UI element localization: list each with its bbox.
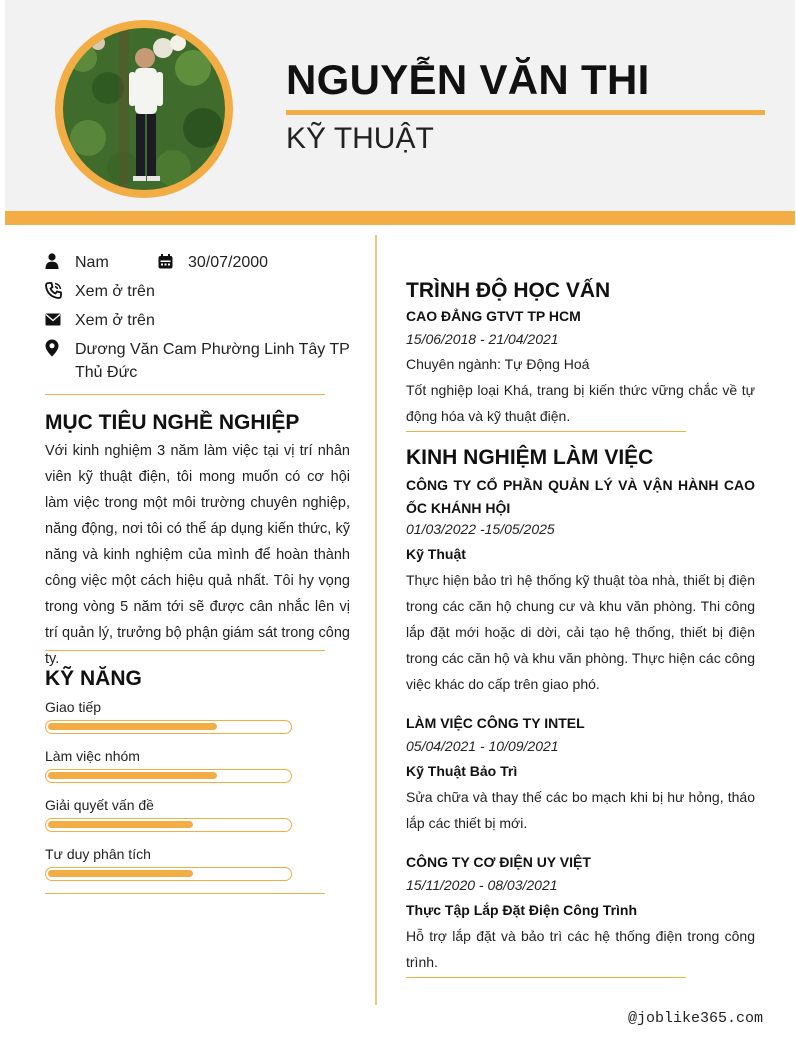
birthdate-value: 30/07/2000 xyxy=(188,254,269,271)
job-company: LÀM VIỆC CÔNG TY INTEL xyxy=(406,715,585,731)
email-row xyxy=(45,309,155,332)
education-school: CAO ĐẲNG GTVT TP HCM xyxy=(406,308,581,324)
skill-label: Giải quyết vấn đề xyxy=(45,797,154,813)
objective-title: MỤC TIÊU NGHỀ NGHIỆP xyxy=(45,411,300,434)
birthdate-row xyxy=(158,251,268,274)
header-accent-band xyxy=(5,211,795,225)
skill-bar-fill xyxy=(48,821,193,828)
education-description: Tốt nghiệp loại Khá, trang bị kiến thức vững chắc về tự động hóa và kỹ thuật điện. xyxy=(406,382,755,424)
job-dates: 15/11/2020 - 08/03/2021 xyxy=(406,877,558,893)
column-divider xyxy=(375,235,377,1005)
skill-bar-fill xyxy=(48,723,217,730)
job-position: Thực Tập Lắp Đặt Điện Công Trình xyxy=(406,902,638,918)
phone-value: Xem ở trên xyxy=(75,283,155,300)
divider-skills xyxy=(45,893,325,894)
job-description: Thực hiện bảo trì hệ thống kỹ thuật tòa nhà, thiết bị điện trong các căn hộ chung cư và khu văn phòng. Thi công lắp đặt mới hoặc di dời, cải tạo hệ thống, thiết bị điện trong các căn hộ và khu văn phòng. Thực hiện các công việc khác do cấp trên giao phó. xyxy=(406,572,755,692)
divider-education xyxy=(406,431,686,432)
divider-contact xyxy=(45,394,325,395)
skill-bar xyxy=(45,818,292,832)
job-company: CÔNG TY CỔ PHẦN QUẢN LÝ VÀ VẬN HÀNH CAO ỐC KHÁNH HỘI xyxy=(406,477,755,516)
phone-icon xyxy=(45,280,75,300)
divider-experience xyxy=(406,977,686,978)
skill-label: Làm việc nhóm xyxy=(45,748,140,764)
job-description: Sửa chữa và thay thế các bo mạch khi bị hư hỏng, tháo lắp các thiết bị mới. xyxy=(406,789,755,831)
skill-bar xyxy=(45,867,292,881)
experience-title: KINH NGHIỆM LÀM VIỆC xyxy=(406,446,654,469)
candidate-role: KỸ THUẬT xyxy=(286,122,434,155)
education-dates: 15/06/2018 - 21/04/2021 xyxy=(406,331,559,347)
avatar xyxy=(63,28,225,190)
address-row xyxy=(45,338,370,384)
address-value: Dương Văn Cam Phường Linh Tây TP Thủ Đức xyxy=(75,341,350,381)
avatar-photo xyxy=(63,28,225,190)
gender-value: Nam xyxy=(75,254,109,271)
avatar-frame xyxy=(55,20,233,198)
skill-bar-fill xyxy=(48,772,217,779)
email-value: Xem ở trên xyxy=(75,312,155,329)
email-icon xyxy=(45,309,75,329)
skill-bar xyxy=(45,720,292,734)
location-pin-icon xyxy=(45,338,75,358)
objective-text: Với kinh nghiệm 3 năm làm việc tại vị trí nhân viên kỹ thuật điện, tôi mong muốn có cơ hội làm việc trong một môi trường chuyên nghiệp, năng động, nơi tôi có thể áp dụng kiến thức, kỹ năng và kinh nghiệm của mình để hoàn thành công việc một cách hiệu quả nhất. Tôi hy vọng trong vòng 5 năm tới sẽ được cân nhắc lên vị trí quản lý, trưởng bộ phận giám sát trong công ty. xyxy=(45,443,350,667)
divider-objective xyxy=(45,650,325,651)
education-major: Chuyên ngành: Tự Động Hoá xyxy=(406,356,590,372)
skill-bar-fill xyxy=(48,870,193,877)
education-title: TRÌNH ĐỘ HỌC VẤN xyxy=(406,279,611,302)
gender-row xyxy=(45,251,109,274)
skill-bar xyxy=(45,769,292,783)
job-position: Kỹ Thuật Bảo Trì xyxy=(406,763,518,779)
skill-label: Giao tiếp xyxy=(45,699,102,715)
user-icon xyxy=(45,251,75,271)
candidate-name: NGUYỄN VĂN THI xyxy=(286,56,650,103)
watermark: @joblike365.com xyxy=(628,1010,764,1027)
calendar-icon xyxy=(158,251,188,271)
name-underline xyxy=(286,110,765,115)
job-dates: 01/03/2022 -15/05/2025 xyxy=(406,521,555,537)
job-company: CÔNG TY CƠ ĐIỆN UY VIỆT xyxy=(406,854,591,870)
skills-title: KỸ NĂNG xyxy=(45,667,142,690)
skill-label: Tư duy phân tích xyxy=(45,846,151,862)
job-description: Hỗ trợ lắp đặt và bảo trì các hệ thống điện trong công trình. xyxy=(406,928,755,970)
phone-row xyxy=(45,280,155,303)
job-dates: 05/04/2021 - 10/09/2021 xyxy=(406,738,559,754)
job-position: Kỹ Thuật xyxy=(406,546,466,562)
